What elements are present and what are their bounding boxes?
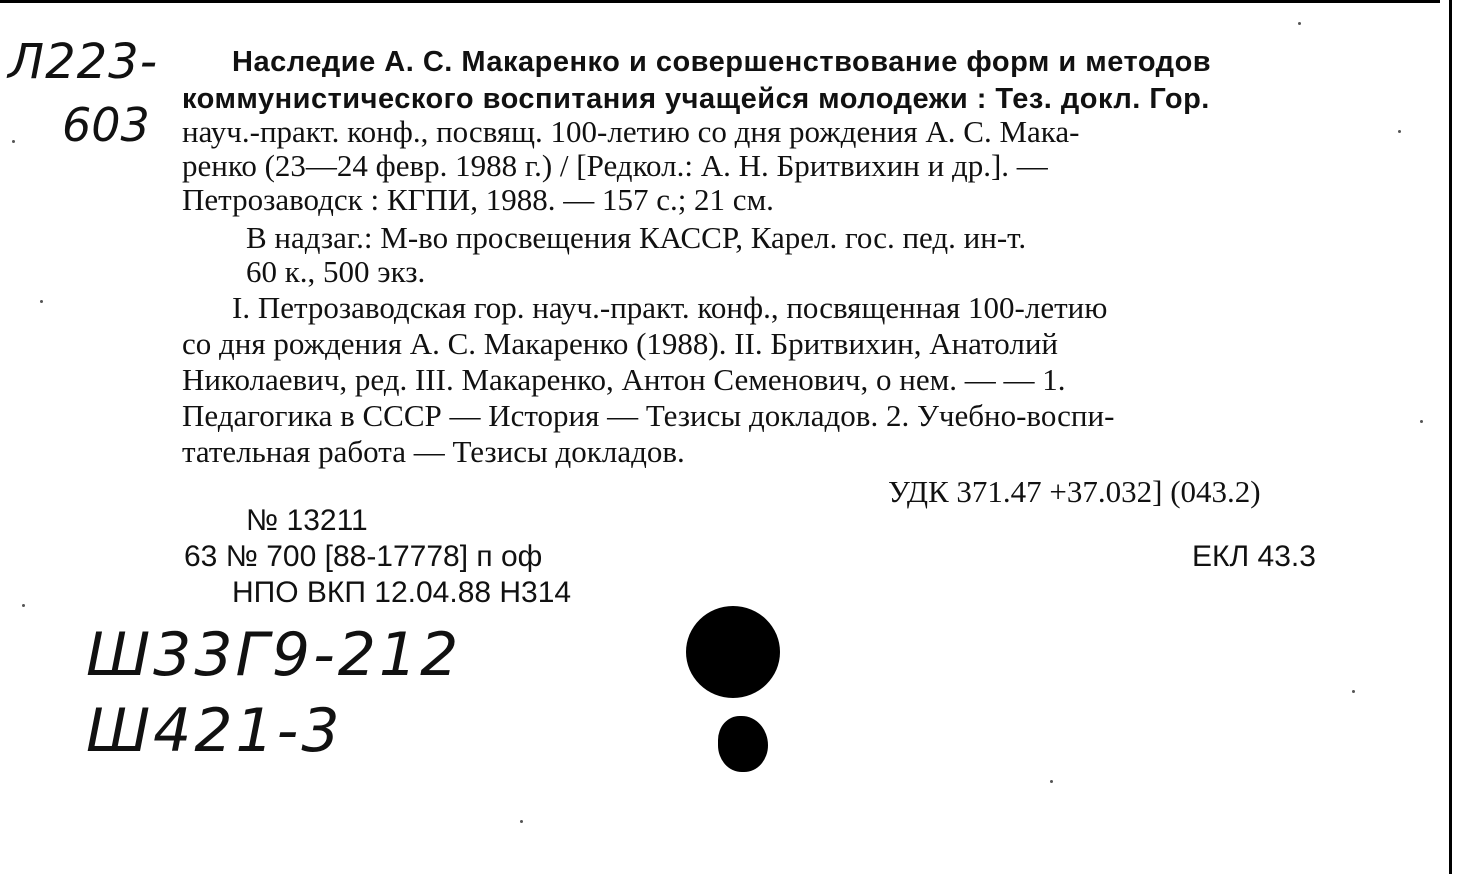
top-edge-line	[0, 0, 1440, 3]
dust-speck	[12, 140, 15, 143]
tracing-line-2: со дня рождения А. С. Макаренко (1988). II. Бритвихин, Анатолий	[182, 326, 1059, 361]
title-line-2	[182, 82, 1210, 114]
title-line-4: ренко (23—24 февр. 1988 г.) / [Редкол.: А. Н. Бритвихин и др.]. —	[182, 148, 1048, 183]
note-line-1: В надзаг.: М-во просвещения КАССР, Карел. гос. пед. ин-т.	[246, 220, 1027, 255]
tracing-line-4: Педагогика в СССР — История — Тезисы докладов. 2. Учебно-воспи-	[182, 398, 1115, 433]
tracing-line-1: I. Петрозаводская гор. науч.-практ. конф., посвященная 100-летию	[232, 290, 1108, 325]
handwritten-shelf-mark: Л223-	[8, 34, 159, 90]
tracing-line-3: Николаевич, ред. III. Макаренко, Антон Семенович, о нем. — — 1.	[182, 362, 1066, 397]
npo-line: НПО ВКП 12.04.88 Н314	[232, 576, 572, 609]
handwritten-code-1: Ш33Г9-212	[86, 620, 462, 690]
dust-speck	[1420, 420, 1423, 423]
ekl-code: ЕКЛ 43.3	[1192, 540, 1316, 573]
title-line-2-text: коммунистического воспитания учащейся молодежи : Тез. докл. Гор.	[182, 83, 1210, 115]
dust-speck	[40, 300, 43, 303]
dust-speck	[520, 820, 523, 823]
punch-hole	[686, 606, 780, 698]
title-line-1: Наследие А. С. Макаренко и совершенствование форм и методов	[232, 46, 1212, 78]
udk-code: УДК 371.47 +37.032] (043.2)	[888, 474, 1261, 509]
card-edge-line	[1449, 0, 1452, 874]
dust-speck	[1298, 22, 1301, 25]
dust-speck	[22, 604, 25, 607]
note-line-2: 60 к., 500 экз.	[246, 254, 426, 289]
card-number: № 13211	[246, 504, 368, 537]
handwritten-code-2: Ш421-3	[86, 696, 343, 766]
dust-speck	[1398, 130, 1401, 133]
tracing-line-5: тательная работа — Тезисы докладов.	[182, 434, 685, 469]
title-line-3: науч.-практ. конф., посвящ. 100-летию со дня рождения А. С. Мака-	[182, 114, 1080, 149]
dust-speck	[1352, 690, 1355, 693]
handwritten-shelf-number: 603	[62, 98, 150, 152]
imprint-line: Петрозаводск : КГПИ, 1988. — 157 с.; 21 см.	[182, 182, 774, 217]
dust-speck	[1050, 780, 1053, 783]
order-line: 63 № 700 [88-17778] п оф	[184, 540, 543, 573]
punch-hole-damaged	[718, 716, 768, 772]
